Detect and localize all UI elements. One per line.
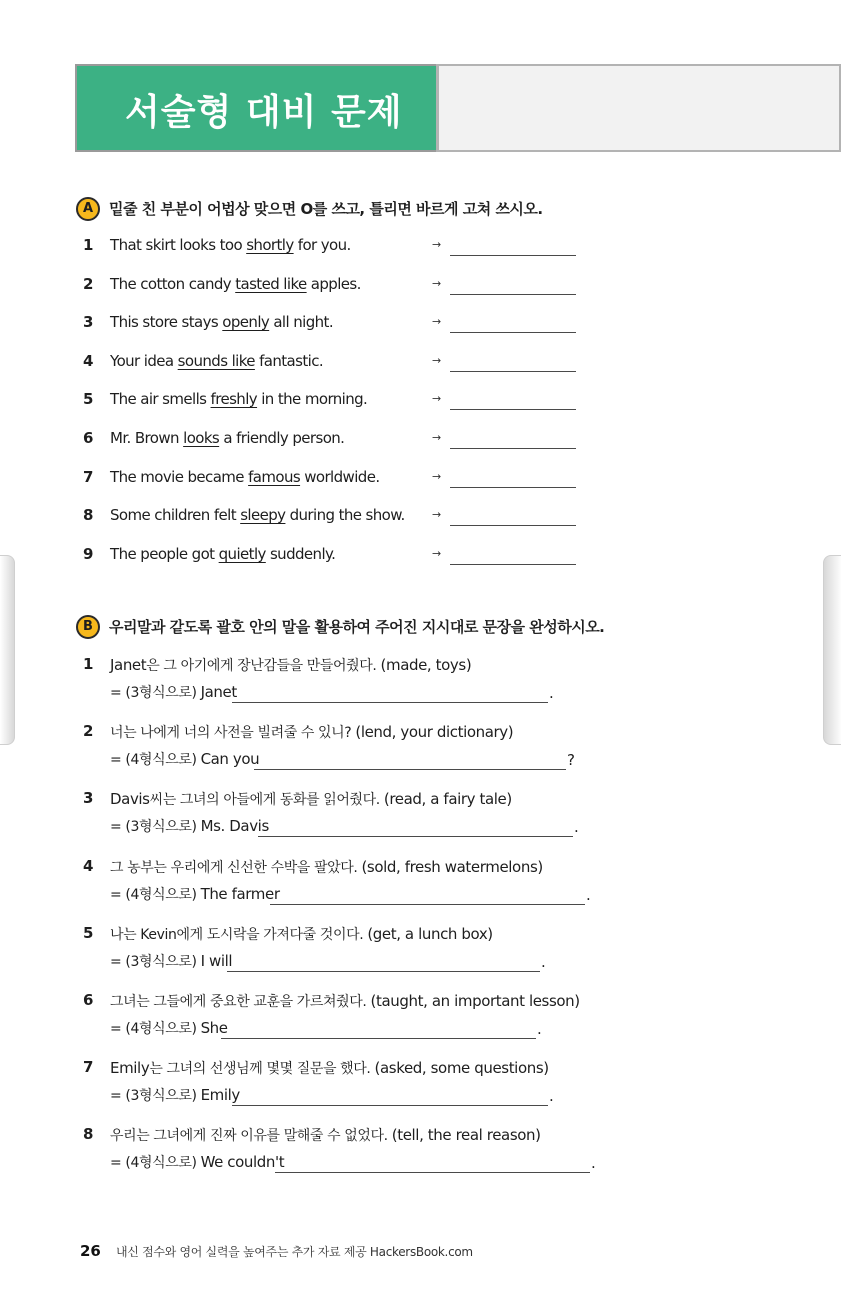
question-sentence	[110, 468, 380, 486]
korean-sentence	[110, 857, 543, 877]
word-hint: (read, a fairy tale)	[383, 790, 512, 809]
question-number: 8	[83, 1125, 94, 1144]
question-a-row	[0, 545, 841, 571]
question-number: 3	[83, 789, 94, 808]
korean-sentence	[110, 1058, 549, 1078]
underlined-phrase: sleepy	[240, 506, 286, 525]
answer-blank[interactable]	[270, 904, 585, 905]
sentence-after: fantastic.	[254, 351, 324, 370]
question-a-row	[0, 352, 841, 378]
question-b-row	[0, 857, 841, 913]
sentence-end-mark: .	[574, 818, 579, 837]
question-a-row	[0, 429, 841, 455]
underlined-phrase: sounds like	[177, 351, 255, 370]
question-b-row	[0, 722, 841, 778]
sentence-before: Some children felt	[110, 506, 241, 525]
arrow-icon: →	[432, 469, 442, 483]
answer-blank[interactable]	[450, 409, 576, 410]
sentence-end-mark: .	[541, 952, 546, 971]
sentence-end-mark: .	[591, 1154, 596, 1173]
question-b-row	[0, 1058, 841, 1114]
word-hint: (tell, the real reason)	[391, 1126, 541, 1145]
answer-blank[interactable]	[450, 525, 576, 526]
underlined-phrase: shortly	[246, 236, 294, 254]
arrow-icon: →	[432, 392, 442, 406]
page-header	[75, 64, 841, 152]
sentence-start: Ms. Davis	[200, 817, 269, 836]
question-sentence	[110, 313, 333, 331]
answer-blank[interactable]	[254, 769, 566, 770]
question-number: 2	[83, 722, 94, 741]
sentence-after: worldwide.	[300, 467, 380, 486]
answer-blank[interactable]	[450, 371, 576, 372]
arrow-icon: →	[432, 276, 442, 290]
form-instruction: = (4형식으로)	[110, 1021, 201, 1037]
answer-blank[interactable]	[450, 294, 576, 295]
word-hint: (taught, an important lesson)	[370, 992, 580, 1010]
question-b-row	[0, 1125, 841, 1181]
section-b-instruction: 우리말과 같도록 괄호 안의 말을 활용하여 주어진 지시대로 문장을 완성하시오.	[109, 618, 605, 636]
korean-sentence-text: 나는 Kevin에게 도시락을 가져다줄 것이다.	[110, 926, 368, 943]
question-a-row	[0, 506, 841, 532]
answer-blank[interactable]	[450, 332, 576, 333]
sentence-start: Janet	[200, 683, 237, 701]
question-a-row	[0, 313, 841, 339]
question-sentence	[110, 352, 323, 370]
form-instruction: = (3형식으로)	[110, 953, 201, 970]
underlined-phrase: openly	[222, 313, 270, 332]
sentence-form	[110, 1018, 228, 1038]
question-number: 7	[83, 467, 94, 486]
korean-sentence	[110, 722, 513, 742]
question-number: 4	[83, 351, 94, 370]
korean-sentence-text: 은 그 아기에게 장난감들을 만들어줬다.	[146, 658, 381, 674]
header-blank-box	[436, 64, 841, 152]
question-number: 7	[83, 1058, 94, 1077]
word-hint: (lend, your dictionary)	[355, 723, 514, 742]
question-sentence	[110, 275, 361, 293]
sentence-before: That skirt looks too	[110, 236, 247, 254]
answer-blank[interactable]	[450, 448, 576, 449]
question-b-row	[0, 789, 841, 845]
korean-sentence-name: Davis	[110, 790, 150, 809]
sentence-form	[110, 749, 259, 769]
left-page-tab	[0, 555, 15, 745]
page-footer	[80, 1241, 473, 1260]
answer-blank[interactable]	[232, 1105, 548, 1106]
korean-sentence	[110, 1125, 541, 1145]
question-number: 1	[83, 655, 94, 673]
page-title: 서술형 대비 문제	[125, 92, 403, 133]
sentence-form	[110, 1152, 284, 1172]
question-a-row	[0, 236, 841, 262]
question-number: 6	[83, 991, 94, 1009]
sentence-before: Your idea	[110, 351, 178, 370]
word-hint: (sold, fresh watermelons)	[361, 857, 543, 876]
section-b-badge: B	[76, 615, 100, 639]
answer-blank[interactable]	[275, 1172, 590, 1173]
arrow-icon: →	[432, 546, 442, 560]
sentence-end-mark: .	[549, 1087, 554, 1106]
sentence-form	[110, 1085, 240, 1105]
question-a-row	[0, 390, 841, 416]
sentence-form	[110, 816, 269, 836]
form-instruction: = (4형식으로)	[110, 1155, 201, 1172]
question-sentence	[110, 390, 367, 408]
sentence-end-mark: ?	[567, 751, 575, 770]
underlined-phrase: famous	[248, 467, 301, 486]
footer-text: 내신 점수와 영어 실력을 높여주는 추가 자료 제공 HackersBook.com	[115, 1245, 473, 1259]
answer-blank[interactable]	[227, 971, 540, 972]
form-instruction: = (4형식으로)	[110, 752, 201, 769]
korean-sentence-text: 씨는 그녀의 아들에게 동화를 읽어줬다.	[149, 792, 384, 809]
question-b-row	[0, 655, 841, 711]
sentence-form	[110, 951, 232, 971]
korean-sentence-text: 그 농부는 우리에게 신선한 수박을 팔았다.	[110, 859, 362, 876]
sentence-after: in the morning.	[257, 390, 368, 409]
form-instruction: = (4형식으로)	[110, 886, 201, 903]
sentence-start: I will	[200, 951, 233, 970]
korean-sentence-name: Emily	[110, 1059, 150, 1078]
answer-blank[interactable]	[221, 1038, 536, 1039]
underlined-phrase: looks	[183, 429, 220, 447]
word-hint: (get, a lunch box)	[367, 924, 493, 943]
sentence-after: for you.	[293, 236, 351, 254]
sentence-before: The cotton candy	[110, 274, 236, 293]
section-a-badge: A	[76, 197, 100, 221]
form-instruction: = (3형식으로)	[110, 685, 201, 701]
question-a-row	[0, 468, 841, 494]
question-number: 5	[83, 390, 94, 409]
sentence-after: apples.	[306, 274, 361, 293]
question-number: 6	[83, 429, 94, 447]
sentence-after: suddenly.	[265, 544, 336, 563]
question-b-row	[0, 991, 841, 1047]
korean-sentence-text: 우리는 그녀에게 진짜 이유를 말해줄 수 없었다.	[110, 1128, 392, 1145]
korean-sentence-text: 는 그녀의 선생님께 몇몇 질문을 했다.	[149, 1061, 375, 1078]
sentence-before: Mr. Brown	[110, 429, 184, 447]
section-a-instruction: 밑줄 친 부분이 어법상 맞으면 O를 쓰고, 틀리면 바르게 고쳐 쓰시오.	[109, 200, 543, 218]
arrow-icon: →	[432, 353, 442, 367]
korean-sentence-text: 너는 나에게 너의 사전을 빌려줄 수 있니?	[110, 725, 356, 742]
question-number: 1	[83, 236, 94, 254]
question-sentence	[110, 506, 405, 524]
arrow-icon: →	[432, 508, 442, 522]
sentence-after: all night.	[269, 313, 333, 332]
answer-blank[interactable]	[232, 702, 548, 703]
korean-sentence	[110, 924, 493, 944]
question-sentence	[110, 545, 335, 563]
underlined-phrase: quietly	[218, 544, 266, 563]
arrow-icon: →	[432, 431, 442, 444]
right-page-tab	[823, 555, 841, 745]
sentence-end-mark: .	[537, 1020, 542, 1038]
sentence-start: The farmer	[200, 884, 280, 903]
sentence-after: a friendly person.	[219, 429, 345, 447]
korean-sentence	[110, 789, 512, 809]
question-number: 3	[83, 313, 94, 332]
question-sentence	[110, 236, 351, 254]
sentence-end-mark: .	[549, 684, 554, 702]
question-a-row	[0, 275, 841, 301]
question-sentence	[110, 429, 344, 447]
question-number: 5	[83, 923, 94, 942]
arrow-icon: →	[432, 315, 442, 329]
arrow-icon: →	[432, 238, 442, 251]
sentence-before: This store stays	[110, 313, 223, 332]
question-number: 8	[83, 506, 94, 525]
sentence-start: Emily	[200, 1086, 240, 1105]
sentence-before: The air smells	[110, 390, 211, 409]
question-number: 9	[83, 544, 94, 563]
header-title-box	[75, 64, 436, 152]
sentence-after: during the show.	[285, 506, 405, 525]
sentence-end-mark: .	[586, 885, 591, 904]
answer-blank[interactable]	[450, 564, 576, 565]
form-instruction: = (3형식으로)	[110, 819, 201, 836]
form-instruction: = (3형식으로)	[110, 1088, 201, 1105]
question-number: 2	[83, 274, 94, 293]
question-b-row	[0, 924, 841, 980]
sentence-before: The movie became	[110, 467, 249, 486]
answer-blank[interactable]	[450, 487, 576, 488]
answer-blank[interactable]	[450, 255, 576, 256]
word-hint: (made, toys)	[380, 656, 472, 674]
korean-sentence	[110, 655, 471, 675]
sentence-form	[110, 884, 280, 904]
page-number: 26	[80, 1242, 101, 1260]
korean-sentence	[110, 991, 580, 1011]
answer-blank[interactable]	[258, 836, 573, 837]
underlined-phrase: freshly	[210, 390, 258, 409]
sentence-start: Can you	[200, 750, 260, 769]
korean-sentence-text: 그녀는 그들에게 중요한 교훈을 가르쳐줬다.	[110, 994, 371, 1010]
word-hint: (asked, some questions)	[374, 1059, 549, 1078]
sentence-before: The people got	[110, 544, 219, 563]
underlined-phrase: tasted like	[235, 274, 307, 293]
sentence-form	[110, 682, 237, 702]
question-number: 4	[83, 856, 94, 875]
sentence-start: She	[200, 1019, 228, 1037]
korean-sentence-name: Janet	[110, 656, 147, 674]
sentence-start: We couldn't	[200, 1153, 285, 1172]
